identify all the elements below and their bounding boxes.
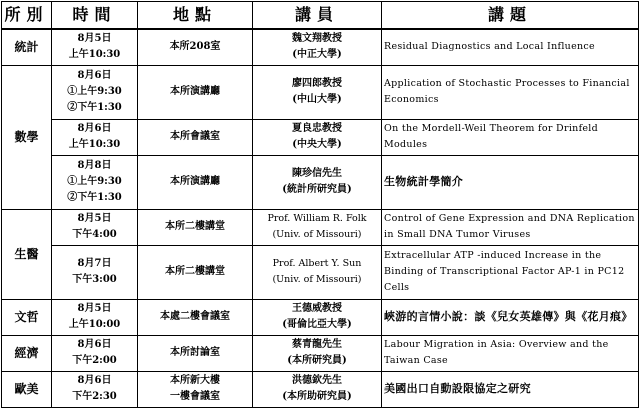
place-line: 本所演講廳: [170, 176, 220, 187]
time-cell: [52, 209, 138, 245]
topic-cell: 生物統計學簡介: [382, 155, 639, 209]
time-line: 8月5日: [77, 213, 112, 224]
speaker-name: 廖四郎教授: [292, 78, 342, 89]
time-line: 上午10:00: [68, 319, 121, 330]
header-field: 所別: [2, 2, 52, 30]
speaker-cell: [253, 245, 382, 299]
header-topic: 講題: [382, 2, 639, 30]
speaker-name: Prof. Albert Y. Sun: [272, 258, 362, 269]
place-cell: [138, 335, 253, 371]
field-cell: 文哲: [2, 299, 52, 335]
speaker-name: 洪德欽先生: [292, 375, 342, 386]
time-cell: [52, 29, 138, 65]
place-cell: [138, 155, 253, 209]
place-cell: [138, 209, 253, 245]
speaker-cell: [253, 65, 382, 119]
table-row: [2, 155, 639, 209]
time-line: 8月5日: [77, 33, 112, 45]
table-row: [2, 29, 639, 65]
time-cell: [52, 155, 138, 209]
time-line: 上午10:30: [68, 49, 121, 61]
time-line: ②下午1:30: [67, 192, 122, 203]
table-row: [2, 245, 639, 299]
speaker-cell: [253, 119, 382, 155]
time-cell: [52, 371, 138, 407]
speaker-affiliation: (本所研究員): [287, 355, 347, 366]
time-line: ①上午9:30: [67, 176, 122, 187]
time-line: 下午2:30: [72, 391, 117, 402]
speaker-cell: [253, 155, 382, 209]
time-line: 8月7日: [77, 258, 112, 269]
time-cell: [52, 299, 138, 335]
place-line: 一樓會議室: [170, 391, 220, 402]
place-cell: [138, 29, 253, 65]
table-row: [2, 371, 639, 407]
time-cell: [52, 335, 138, 371]
place-line: 本所新大樓: [170, 375, 220, 386]
place-cell: [138, 65, 253, 119]
header-place: 地點: [138, 2, 253, 30]
speaker-name: 陳珍信先生: [292, 168, 342, 179]
place-line: 本所二樓講堂: [165, 221, 225, 232]
speaker-cell: [253, 335, 382, 371]
table-row: [2, 65, 639, 119]
speaker-affiliation: (Univ. of Missouri): [272, 274, 362, 285]
time-line: ①上午9:30: [67, 86, 122, 97]
time-line: 8月6日: [77, 375, 112, 386]
speaker-affiliation: (中山大學): [292, 94, 342, 105]
time-cell: [52, 119, 138, 155]
field-cell: 歐美: [2, 371, 52, 407]
time-line: 下午2:00: [72, 355, 117, 366]
speaker-cell: [253, 371, 382, 407]
speaker-affiliation: (統計所研究員): [282, 184, 352, 195]
place-line: 本處二樓會議室: [160, 311, 230, 322]
table-header-row: [2, 2, 639, 30]
place-cell: [138, 299, 253, 335]
speaker-name: 王德威教授: [292, 303, 342, 314]
speaker-affiliation: (中央大學): [292, 139, 342, 150]
table-row: [2, 299, 639, 335]
speaker-name: Prof. William R. Folk: [267, 213, 367, 224]
topic-cell: Control of Gene Expression and DNA Replication in Small DNA Tumor Viruses: [382, 209, 639, 245]
speaker-cell: [253, 29, 382, 65]
speaker-affiliation: (Univ. of Missouri): [272, 229, 362, 240]
place-cell: [138, 371, 253, 407]
topic-cell: 峽游的言情小說：談《兒女英雄傳》與《花月痕》: [382, 299, 639, 335]
time-line: 8月6日: [77, 123, 112, 134]
speaker-name: 夏良忠教授: [292, 123, 342, 134]
field-cell: 數學: [2, 65, 52, 209]
field-cell: 經濟: [2, 335, 52, 371]
speaker-cell: [253, 299, 382, 335]
place-line: 本所208室: [169, 41, 221, 53]
table-row: [2, 119, 639, 155]
time-line: 8月5日: [77, 303, 112, 314]
table-row: [2, 335, 639, 371]
time-line: 8月8日: [77, 160, 112, 171]
place-cell: [138, 119, 253, 155]
seminar-schedule-table: [1, 1, 639, 408]
speaker-name: 魏文翔教授: [292, 33, 342, 45]
place-line: 本所討論室: [170, 347, 220, 358]
place-cell: [138, 245, 253, 299]
place-line: 本所演講廳: [170, 86, 220, 97]
topic-cell: Labour Migration in Asia: Overview and the Taiwan Case: [382, 335, 639, 371]
time-line: ②下午1:30: [67, 102, 122, 113]
time-line: 下午4:00: [72, 229, 117, 240]
time-line: 8月6日: [77, 339, 112, 350]
time-cell: [52, 65, 138, 119]
speaker-affiliation: (本所助研究員): [282, 391, 352, 402]
time-line: 下午3:00: [72, 274, 117, 285]
speaker-affiliation: (中正大學): [292, 49, 342, 61]
topic-cell: On the Mordell-Weil Theorem for Drinfeld Modules: [382, 119, 639, 155]
time-line: 上午10:30: [68, 139, 121, 150]
field-cell: 生醫: [2, 209, 52, 299]
header-speaker: 講員: [253, 2, 382, 30]
time-cell: [52, 245, 138, 299]
topic-cell: Application of Stochastic Processes to Financial Economics: [382, 65, 639, 119]
place-line: 本所二樓講堂: [165, 266, 225, 277]
topic-cell: Residual Diagnostics and Local Influence: [382, 29, 639, 65]
speaker-cell: [253, 209, 382, 245]
header-time: 時間: [52, 2, 138, 30]
table-row: [2, 209, 639, 245]
speaker-affiliation: (哥倫比亞大學): [282, 319, 352, 330]
place-line: 本所會議室: [170, 131, 220, 142]
speaker-name: 蔡青龍先生: [292, 339, 342, 350]
topic-cell: Extracellular ATP -induced Increase in the Binding of Transcriptional Factor AP-1 in PC12 Cells: [382, 245, 639, 299]
time-line: 8月6日: [77, 70, 112, 81]
topic-cell: 美國出口自動設限協定之研究: [382, 371, 639, 407]
field-cell: 統計: [2, 29, 52, 65]
